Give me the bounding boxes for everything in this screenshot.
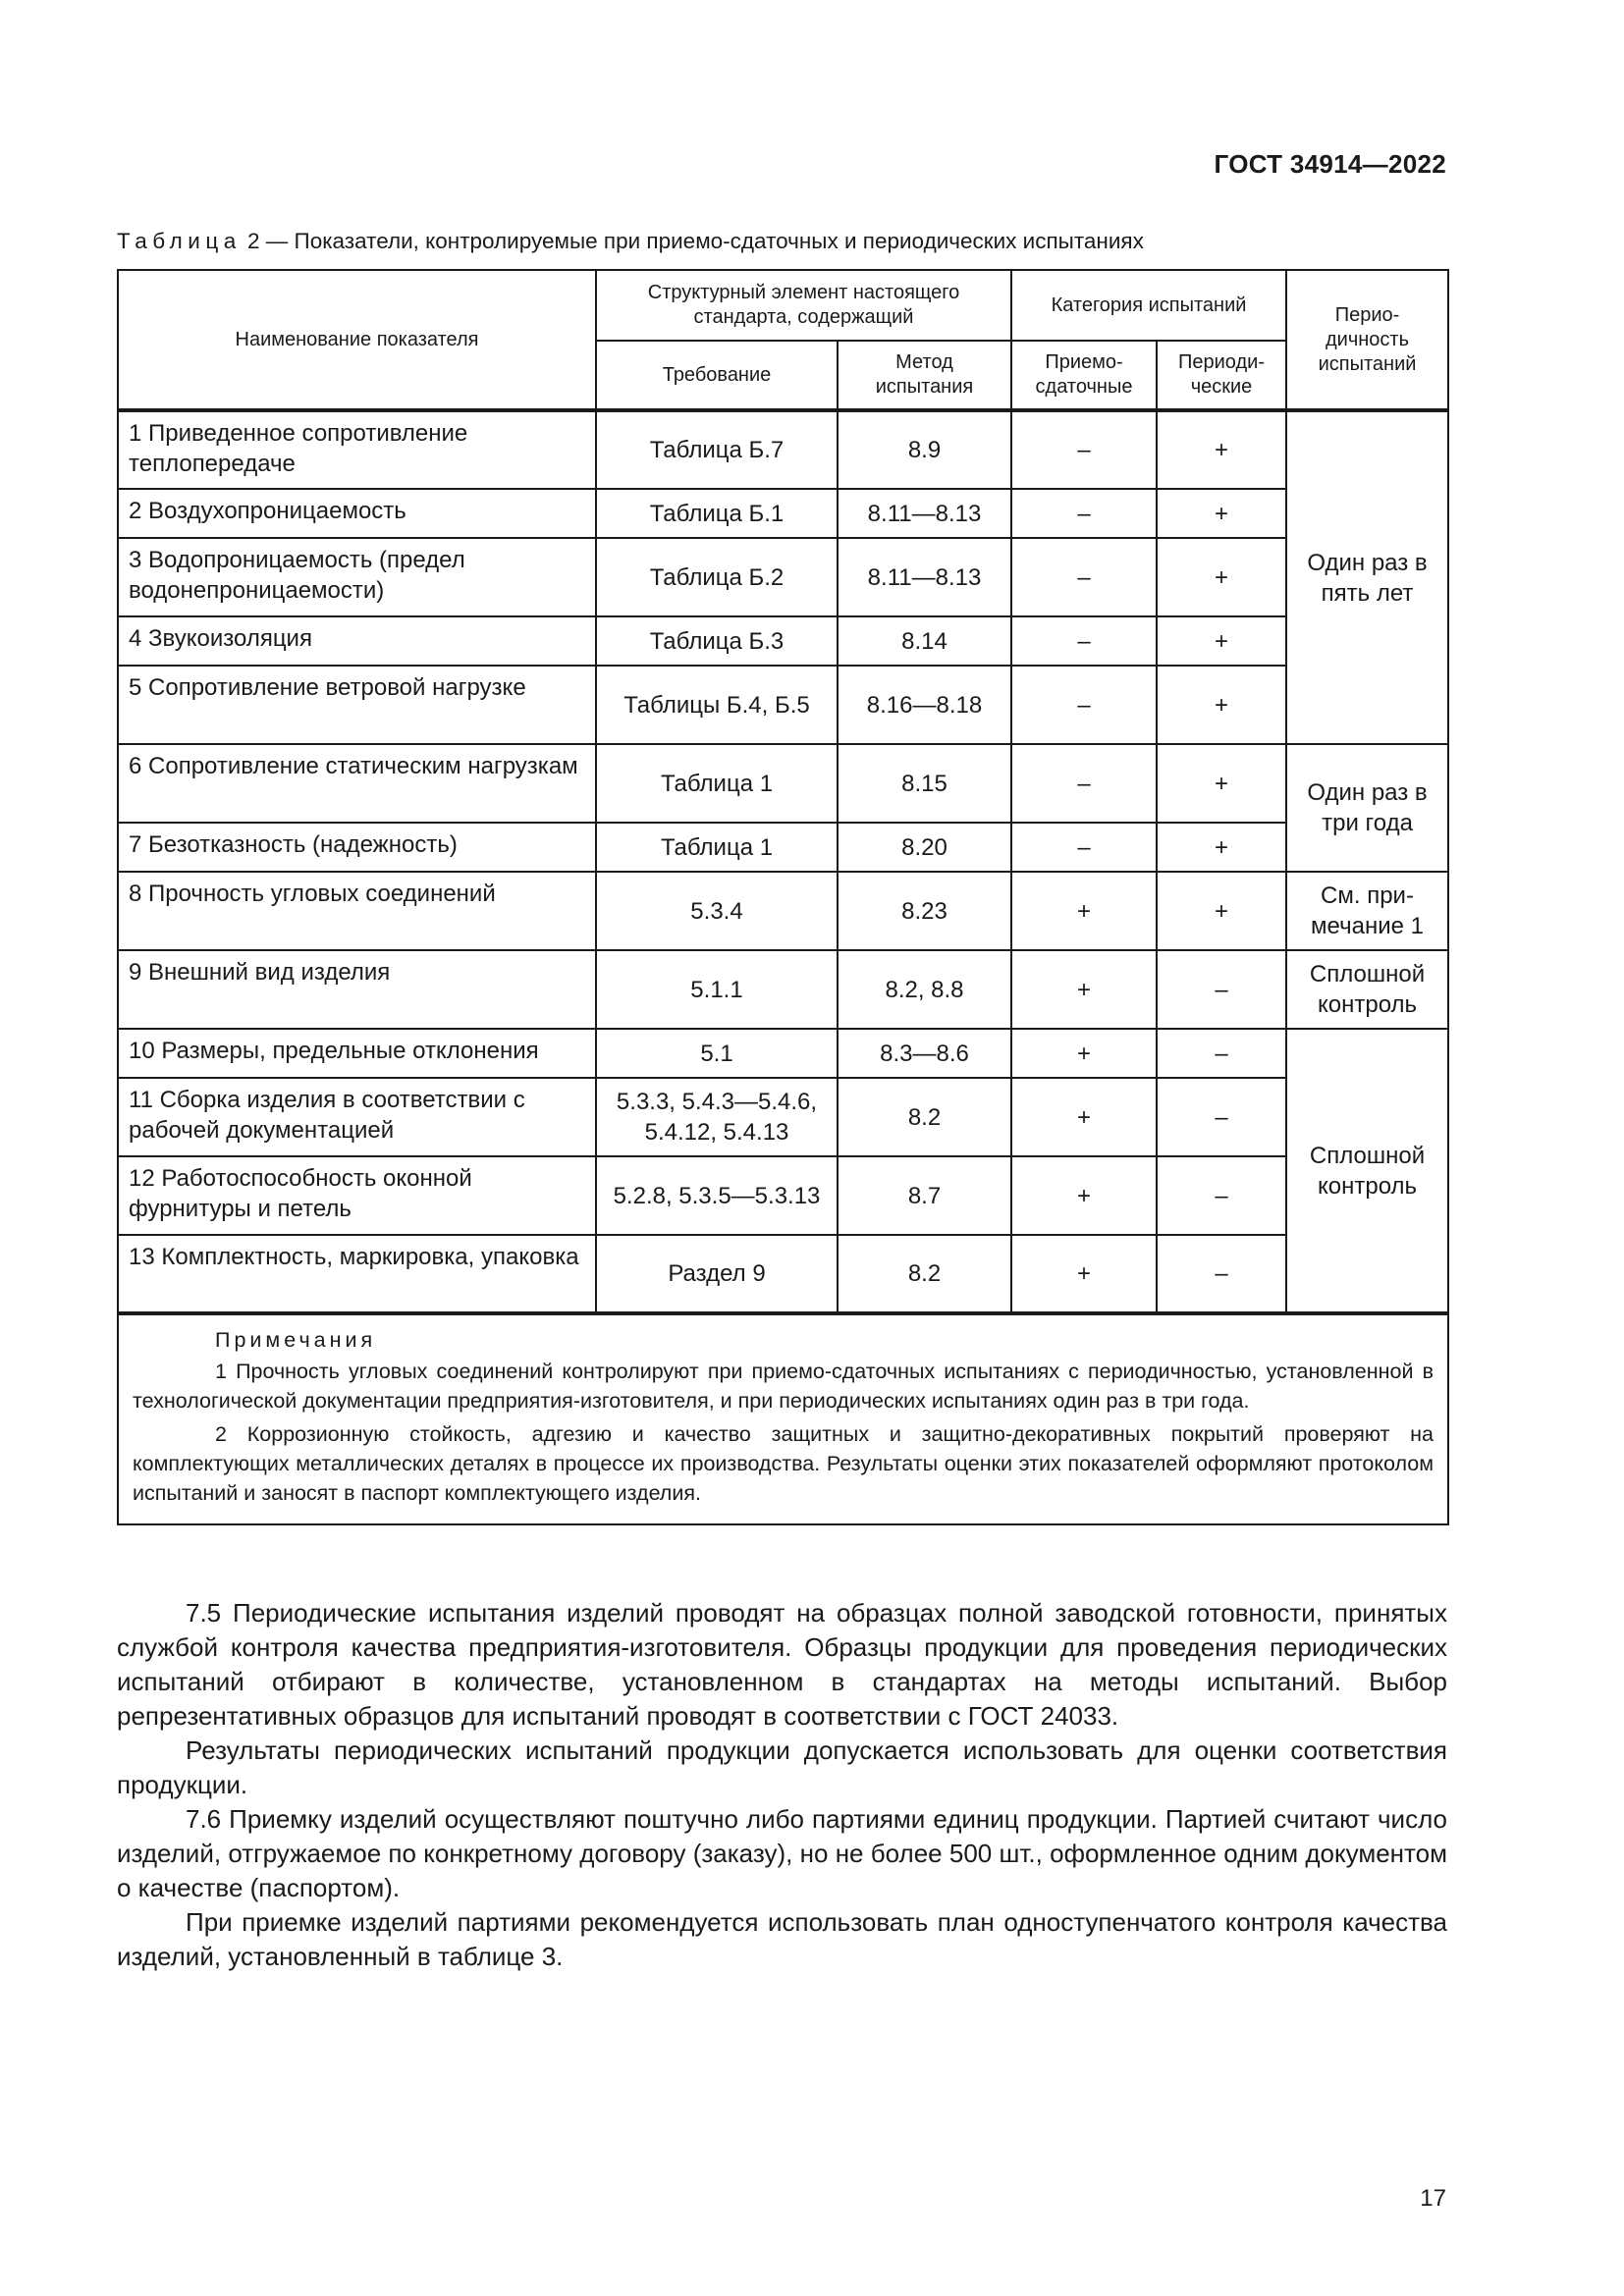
cell-requirement: Таблица Б.1 [596, 489, 838, 538]
cell-indicator: 9 Внешний вид изделия [118, 950, 596, 1029]
cell-acceptance: + [1011, 1156, 1157, 1235]
cell-indicator: 12 Работоспособность оконной фурнитуры и петель [118, 1156, 596, 1235]
cell-method: 8.2, 8.8 [838, 950, 1011, 1029]
cell-periodicity: Сплошной контроль [1286, 1029, 1448, 1313]
cell-indicator: 5 Сопротивление ветровой нагрузке [118, 666, 596, 744]
cell-periodicity: Один раз в пять лет [1286, 410, 1448, 744]
header-test-method: Метод испытания [838, 341, 1011, 410]
document-code: ГОСТ 34914—2022 [1214, 149, 1446, 179]
cell-indicator: 11 Сборка изделия в соответствии с рабочей документацией [118, 1078, 596, 1156]
notes-title: Примечания [215, 1328, 377, 1352]
table-row [118, 744, 1448, 823]
cell-requirement: Таблица Б.7 [596, 410, 838, 489]
cell-indicator: 2 Воздухопроницаемость [118, 489, 596, 538]
cell-acceptance: + [1011, 1235, 1157, 1313]
table-row [118, 1235, 1448, 1313]
cell-acceptance: – [1011, 666, 1157, 744]
cell-method: 8.16—8.18 [838, 666, 1011, 744]
header-structural-element: Структурный элемент настоящего стандарта, содержащий [596, 270, 1011, 341]
cell-requirement: Таблица 1 [596, 823, 838, 872]
table-row [118, 1029, 1448, 1078]
cell-method: 8.2 [838, 1235, 1011, 1313]
cell-method: 8.20 [838, 823, 1011, 872]
cell-periodic: + [1157, 538, 1286, 616]
cell-periodic: – [1157, 1029, 1286, 1078]
table-row [118, 666, 1448, 744]
header-test-category: Категория испытаний [1011, 270, 1286, 341]
cell-acceptance: + [1011, 872, 1157, 950]
cell-method: 8.14 [838, 616, 1011, 666]
cell-acceptance: – [1011, 489, 1157, 538]
table-caption [117, 229, 1144, 254]
cell-periodic: + [1157, 823, 1286, 872]
cell-requirement: 5.1 [596, 1029, 838, 1078]
paragraph-7-5: 7.5 Периодические испытания изделий проводят на образцах полной заводской готовности, принятых службой контроля качества предприятия-изготовителя. Образцы продукции для проведения периодических испытаний отбирают в количестве, установленном в стандартах на методы испытаний. Выбор репрезентативных образцов для испытаний проводят в соответствии с ГОСТ 24033. [117, 1598, 1447, 1731]
cell-requirement: 5.3.3, 5.4.3—5.4.6, 5.4.12, 5.4.13 [596, 1078, 838, 1156]
cell-indicator: 1 Приведенное сопротивление теплопередаче [118, 410, 596, 489]
cell-indicator: 13 Комплектность, маркировка, упаковка [118, 1235, 596, 1313]
cell-requirement: Таблицы Б.4, Б.5 [596, 666, 838, 744]
cell-method: 8.11—8.13 [838, 538, 1011, 616]
cell-acceptance: + [1011, 1078, 1157, 1156]
cell-requirement: Таблица Б.3 [596, 616, 838, 666]
cell-periodic: + [1157, 872, 1286, 950]
cell-method: 8.7 [838, 1156, 1011, 1235]
table-caption-label: Таблица [117, 229, 242, 253]
cell-method: 8.3—8.6 [838, 1029, 1011, 1078]
table-header-row [118, 270, 1448, 341]
cell-acceptance: + [1011, 1029, 1157, 1078]
header-acceptance: Приемо- сдаточные [1011, 341, 1157, 410]
page-number: 17 [1420, 2185, 1446, 2212]
cell-periodicity: Один раз в три года [1286, 744, 1448, 872]
paragraph-7-5-results: Результаты периодических испытаний продукции допускается использовать для оценки соответствия продукции. [117, 1735, 1447, 1799]
cell-periodicity: См. при- мечание 1 [1286, 872, 1448, 950]
cell-method: 8.9 [838, 410, 1011, 489]
cell-periodic: + [1157, 489, 1286, 538]
header-periodic: Периоди- ческие [1157, 341, 1286, 410]
cell-indicator: 3 Водопроницаемость (предел водонепроницаемости) [118, 538, 596, 616]
table-notes [118, 1313, 1448, 1524]
cell-indicator: 6 Сопротивление статическим нагрузкам [118, 744, 596, 823]
cell-acceptance: – [1011, 410, 1157, 489]
cell-periodic: – [1157, 1156, 1286, 1235]
notes-row [118, 1313, 1448, 1524]
cell-periodic: + [1157, 744, 1286, 823]
paragraph-7-6-batch: При приемке изделий партиями рекомендуется использовать план одноступенчатого контроля качества изделий, установленный в таблице 3. [117, 1907, 1447, 1971]
cell-indicator: 4 Звукоизоляция [118, 616, 596, 666]
table-caption-text: 2 — Показатели, контролируемые при приемо-сдаточных и периодических испытаниях [247, 229, 1144, 253]
cell-indicator: 7 Безотказность (надежность) [118, 823, 596, 872]
header-requirement: Требование [596, 341, 838, 410]
body-text [117, 1596, 1447, 1974]
table-row [118, 872, 1448, 950]
cell-requirement: Таблица Б.2 [596, 538, 838, 616]
header-periodicity: Перио- дичность испытаний [1286, 270, 1448, 410]
table-row [118, 1078, 1448, 1156]
note-2: 2 Коррозионную стойкость, адгезию и качество защитных и защитно-декоративных покрытий проверяют на комплектующих металлических деталях в процессе их производства. Результаты оценки этих показателей оформляют протоколом испытаний и заносят в паспорт комплектующего изделия. [133, 1422, 1435, 1505]
indicators-table [117, 269, 1449, 1525]
cell-requirement: Таблица 1 [596, 744, 838, 823]
cell-periodic: – [1157, 950, 1286, 1029]
cell-indicator: 10 Размеры, предельные отклонения [118, 1029, 596, 1078]
note-1: 1 Прочность угловых соединений контролируют при приемо-сдаточных испытаниях с периодичностью, установленной в технологической документации предприятия-изготовителя, и при периодических испытаниях один раз в три года. [133, 1360, 1435, 1413]
cell-requirement: Раздел 9 [596, 1235, 838, 1313]
cell-periodic: + [1157, 616, 1286, 666]
cell-requirement: 5.3.4 [596, 872, 838, 950]
cell-periodic: – [1157, 1078, 1286, 1156]
cell-requirement: 5.1.1 [596, 950, 838, 1029]
cell-periodic: + [1157, 666, 1286, 744]
cell-periodic: + [1157, 410, 1286, 489]
cell-acceptance: – [1011, 744, 1157, 823]
cell-method: 8.2 [838, 1078, 1011, 1156]
cell-periodic: – [1157, 1235, 1286, 1313]
cell-indicator: 8 Прочность угловых соединений [118, 872, 596, 950]
table-row [118, 616, 1448, 666]
cell-acceptance: – [1011, 538, 1157, 616]
cell-acceptance: – [1011, 823, 1157, 872]
table-row [118, 489, 1448, 538]
table-row [118, 823, 1448, 872]
cell-acceptance: – [1011, 616, 1157, 666]
cell-requirement: 5.2.8, 5.3.5—5.3.13 [596, 1156, 838, 1235]
cell-periodicity: Сплошной контроль [1286, 950, 1448, 1029]
table-row [118, 538, 1448, 616]
cell-method: 8.15 [838, 744, 1011, 823]
header-indicator-name: Наименование показателя [118, 270, 596, 410]
cell-acceptance: + [1011, 950, 1157, 1029]
cell-method: 8.23 [838, 872, 1011, 950]
paragraph-7-6: 7.6 Приемку изделий осуществляют поштучно либо партиями единиц продукции. Партией считают число изделий, отгружаемое по конкретному договору (заказу), но не более 500 шт., оформленное одним документом о качестве (паспортом). [117, 1804, 1447, 1902]
cell-method: 8.11—8.13 [838, 489, 1011, 538]
table-row [118, 950, 1448, 1029]
table-row [118, 1156, 1448, 1235]
table-row [118, 410, 1448, 489]
